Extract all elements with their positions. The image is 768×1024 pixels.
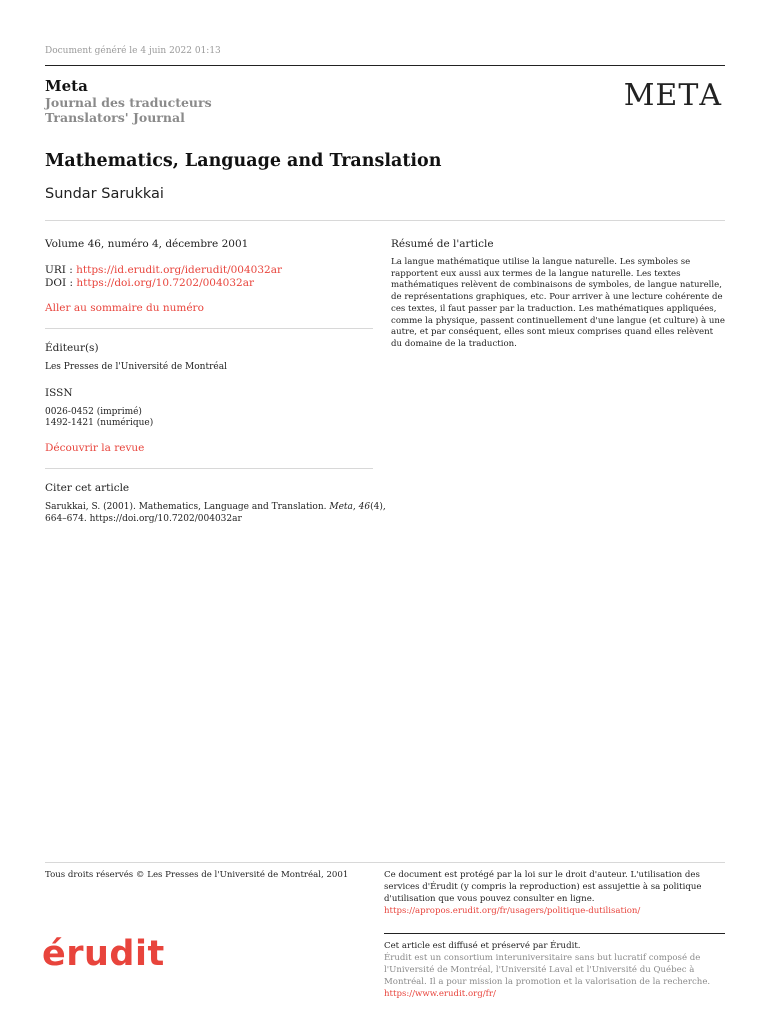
divider-left-1	[45, 328, 373, 329]
discover-journal-link[interactable]: Découvrir la revue	[45, 442, 145, 454]
copyright-line-3: d'utilisation que vous pouvez consulter en ligne.	[384, 894, 595, 904]
diffuse-statement: Cet article est diffusé et préservé par Érudit.	[384, 941, 581, 951]
top-rule	[45, 65, 725, 66]
issn-digital: 1492-1421 (numérique)	[45, 418, 154, 428]
policy-link[interactable]: https://apropos.erudit.org/fr/usagers/politique-dutilisation/	[384, 906, 641, 916]
consortium-line-2: l'Université de Montréal, l'Université Laval et l'Université du Québec à	[384, 965, 695, 975]
erudit-link[interactable]: https://www.erudit.org/fr/	[384, 989, 496, 999]
citation-line-2: 664–674. https://doi.org/10.7202/004032ar	[45, 514, 242, 524]
generation-date: Document généré le 4 juin 2022 01:13	[45, 46, 221, 56]
abstract-text: La langue mathématique utilise la langue naturelle. Les symboles se rapportent eux aussi aux termes de la langue naturelle. Les textes mathématiques relèvent de combinaisons de symboles, de langue naturelle, de représentations graphiques, etc. Pour arriver à une lecture cohérente de ces textes, il faut passer par la traduction. Les mathématiques appliquées, comme la physique, passent continuellement d'une langue (et culture) à une autre, et par conséquent, elles sont mieux comprises quand elles relèvent du domaine de la traduction.	[391, 257, 726, 349]
issn-print: 0026-0452 (imprimé)	[45, 407, 142, 417]
meta-logo: ΜΕΤΑ	[623, 78, 722, 113]
volume-info: Volume 46, numéro 4, décembre 2001	[45, 238, 249, 250]
citation-comma: ,	[352, 502, 359, 512]
citation-heading: Citer cet article	[45, 482, 130, 494]
copyright-line-1: Ce document est protégé par la loi sur le droit d'auteur. L'utilisation des	[384, 870, 700, 880]
erudit-logo: érudit	[42, 934, 165, 974]
uri-link[interactable]: https://id.erudit.org/iderudit/004032ar	[76, 264, 282, 276]
rights-statement: Tous droits réservés © Les Presses de l'Université de Montréal, 2001	[45, 870, 349, 880]
uri-label: URI :	[45, 264, 77, 276]
erudit-info	[384, 940, 724, 1000]
consortium-line-1: Érudit est un consortium interuniversitaire sans but lucratif composé de	[384, 953, 701, 963]
journal-name: Meta	[45, 77, 88, 95]
citation-volume: 46	[358, 502, 371, 512]
publisher-heading: Éditeur(s)	[45, 342, 99, 354]
issn-heading: ISSN	[45, 387, 73, 399]
publisher-name: Les Presses de l'Université de Montréal	[45, 362, 227, 372]
doi-label: DOI :	[45, 277, 77, 289]
divider-header	[45, 220, 725, 221]
divider-footer	[45, 862, 725, 863]
citation-line-1	[45, 501, 386, 513]
uri-line	[45, 264, 282, 276]
citation-pre: Sarukkai, S. (2001). Mathematics, Language and Translation.	[45, 502, 330, 512]
copyright-notice	[384, 869, 724, 917]
citation-journal: Meta	[329, 502, 353, 512]
citation-post: (4),	[370, 502, 386, 512]
toc-link[interactable]: Aller au sommaire du numéro	[45, 302, 204, 314]
journal-subtitle-fr: Journal des traducteurs	[45, 95, 212, 110]
abstract-heading: Résumé de l'article	[391, 238, 494, 250]
doi-link[interactable]: https://doi.org/10.7202/004032ar	[76, 277, 254, 289]
doi-line	[45, 277, 254, 289]
article-author: Sundar Sarukkai	[45, 186, 164, 202]
divider-left-2	[45, 468, 373, 469]
copyright-line-2: services d'Érudit (y compris la reproduction) est assujettie à sa politique	[384, 882, 702, 892]
consortium-line-3: Montréal. Il a pour mission la promotion et la valorisation de la recherche.	[384, 977, 711, 987]
article-title: Mathematics, Language and Translation	[45, 151, 442, 171]
journal-subtitle-en: Translators' Journal	[45, 110, 185, 125]
divider-footer-2	[384, 933, 725, 934]
